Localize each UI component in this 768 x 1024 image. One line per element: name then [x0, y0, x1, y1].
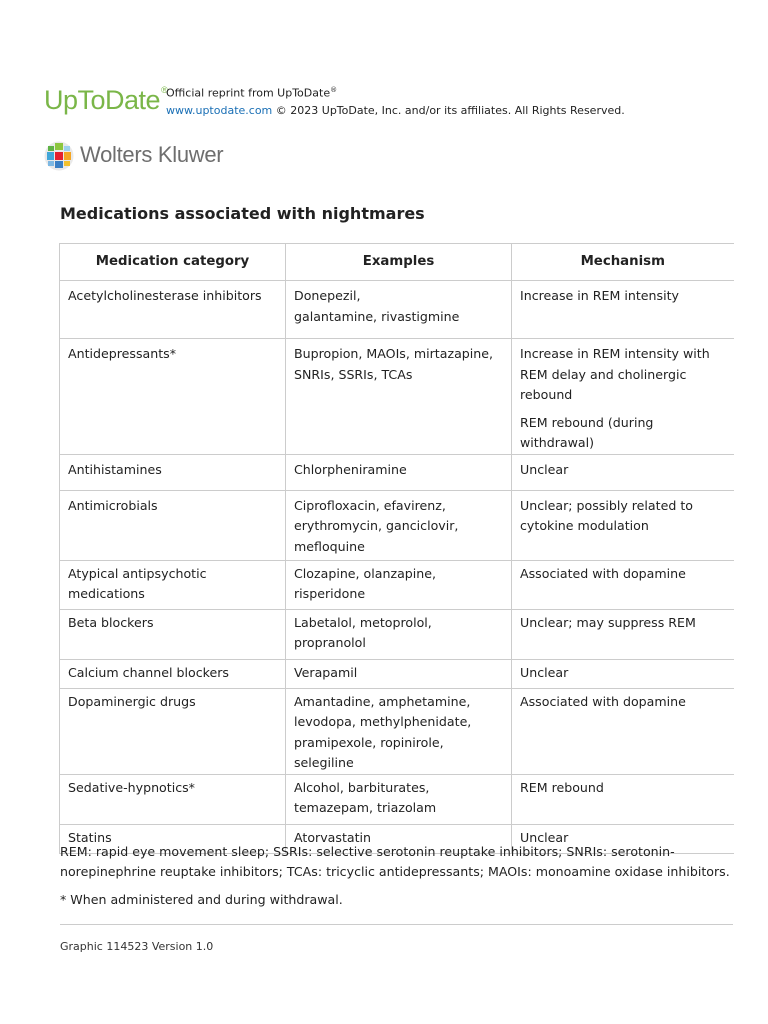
examples-text: Ciprofloxacin, efavirenz,	[294, 497, 446, 513]
wolters-kluwer-logo-icon	[44, 141, 74, 171]
mechanism-text: Increase in REM intensity with	[520, 346, 710, 361]
table-body	[60, 281, 734, 854]
examples-text: pramipexole, ropinirole, selegiline	[294, 734, 444, 770]
cell-category	[60, 339, 286, 455]
examples-text: Verapamil	[294, 664, 358, 680]
copyright-text: © 2023 UpToDate, Inc. and/or its affiliates. All Rights Reserved.	[272, 103, 625, 117]
cell-examples	[286, 454, 512, 490]
page-title: Medications associated with nightmares	[60, 204, 425, 223]
uptodate-logo-text: UpToDate	[44, 85, 161, 115]
mechanism-extra-text: REM rebound (during withdrawal)	[520, 414, 654, 450]
mechanism-text: REM rebound	[520, 779, 604, 795]
uptodate-link[interactable]: www.uptodate.com	[166, 103, 273, 117]
cell-mechanism	[512, 281, 734, 339]
cell-mechanism	[512, 339, 734, 455]
examples-text: Clozapine, olanzapine,	[294, 565, 437, 581]
column-header-category: Medication category	[60, 244, 286, 281]
cell-category	[60, 609, 286, 659]
registered-mark: ®	[161, 85, 168, 95]
category-text: Calcium channel blockers	[68, 664, 229, 680]
table-row	[60, 281, 734, 339]
mechanism-text: rebound	[520, 387, 573, 402]
asterisk-footnote: * When administered and during withdrawal.	[60, 892, 343, 907]
cell-examples	[286, 609, 512, 659]
paragraph-gap	[520, 406, 726, 413]
examples-text: mefloquine	[294, 538, 365, 554]
table-row	[60, 774, 734, 824]
table-row	[60, 688, 734, 774]
examples-text: temazepam, triazolam	[294, 800, 437, 815]
cell-examples	[286, 490, 512, 560]
mechanism-text: Increase in REM intensity	[520, 288, 679, 303]
examples-text: erythromycin, ganciclovir,	[294, 518, 459, 533]
category-text: Dopaminergic drugs	[68, 693, 196, 709]
category-text: Antidepressants*	[68, 346, 177, 361]
mechanism-text: Unclear	[520, 664, 569, 680]
examples-text: SNRIs, SSRIs, TCAs	[294, 366, 413, 382]
cell-category	[60, 281, 286, 339]
cell-mechanism	[512, 688, 734, 774]
mechanism-text: Unclear; may suppress REM	[520, 614, 696, 630]
reprint-registered-mark: ®	[330, 86, 338, 94]
reprint-notice	[166, 82, 625, 119]
cell-examples	[286, 659, 512, 688]
examples-text: Bupropion, MAOIs, mirtazapine,	[294, 346, 494, 361]
category-text: Statins	[68, 829, 112, 845]
table-row	[60, 659, 734, 688]
examples-text: levodopa, methylphenidate,	[294, 714, 472, 729]
examples-text: risperidone	[294, 586, 366, 601]
examples-text: Alcohol, barbiturates,	[294, 779, 430, 795]
table-row	[60, 609, 734, 659]
category-text: Sedative-hypnotics*	[68, 779, 195, 795]
cell-mechanism	[512, 490, 734, 560]
cell-examples	[286, 339, 512, 455]
graphic-version: Graphic 114523 Version 1.0	[60, 940, 214, 953]
cell-examples	[286, 560, 512, 609]
mechanism-text: Associated with dopamine	[520, 565, 686, 581]
cell-mechanism	[512, 774, 734, 824]
wolters-kluwer-logo[interactable]	[44, 140, 264, 174]
examples-text: galantamine, rivastigmine	[294, 308, 460, 324]
cell-examples	[286, 774, 512, 824]
cell-category	[60, 774, 286, 824]
reprint-header	[44, 80, 744, 120]
cell-category	[60, 490, 286, 560]
reprint-text: Official reprint from UpToDate	[166, 86, 331, 100]
cell-mechanism	[512, 560, 734, 609]
examples-text: Donepezil,	[294, 288, 361, 303]
abbreviations-footnote: REM: rapid eye movement sleep; SSRIs: selective serotonin reuptake inhibitors; SNRIs: serotonin-norepinephrine reuptake inhibitors; TCAs: tricyclic antidepressants; MAOIs: monoamine oxidase inhibitors.	[60, 844, 730, 879]
mechanism-text: Associated with dopamine	[520, 693, 686, 709]
mechanism-text: Unclear; possibly related to	[520, 497, 693, 513]
table-header-row	[60, 244, 734, 281]
table-row	[60, 339, 734, 455]
examples-text: Labetalol, metoprolol,	[294, 614, 432, 630]
cell-examples	[286, 688, 512, 774]
table-row	[60, 490, 734, 560]
mechanism-text: REM delay and cholinergic	[520, 366, 687, 382]
cell-category	[60, 560, 286, 609]
cell-category	[60, 659, 286, 688]
column-header-mechanism: Mechanism	[512, 244, 734, 281]
column-header-examples: Examples	[286, 244, 512, 281]
category-text: Beta blockers	[68, 614, 154, 630]
mechanism-text: Unclear	[520, 461, 569, 477]
category-text: Antimicrobials	[68, 497, 158, 513]
category-text: medications	[68, 586, 145, 601]
cell-mechanism	[512, 454, 734, 490]
category-text: Atypical antipsychotic	[68, 565, 207, 581]
category-text: Acetylcholinesterase inhibitors	[68, 288, 262, 303]
cell-category	[60, 688, 286, 774]
cell-category	[60, 454, 286, 490]
table-row	[60, 454, 734, 490]
cell-examples	[286, 281, 512, 339]
category-text: Antihistamines	[68, 461, 162, 477]
wolters-kluwer-name: Wolters Kluwer	[80, 142, 224, 167]
medications-table	[59, 243, 734, 854]
footer-divider	[60, 924, 733, 925]
cell-mechanism	[512, 659, 734, 688]
table-row	[60, 560, 734, 609]
uptodate-logo[interactable]	[44, 80, 167, 116]
examples-text: Atorvastatin	[294, 829, 372, 845]
mechanism-text: Unclear	[520, 829, 569, 845]
examples-text: Chlorpheniramine	[294, 461, 407, 477]
mechanism-text: cytokine modulation	[520, 518, 649, 533]
examples-text: propranolol	[294, 635, 366, 650]
examples-text: Amantadine, amphetamine,	[294, 693, 471, 709]
cell-mechanism	[512, 609, 734, 659]
